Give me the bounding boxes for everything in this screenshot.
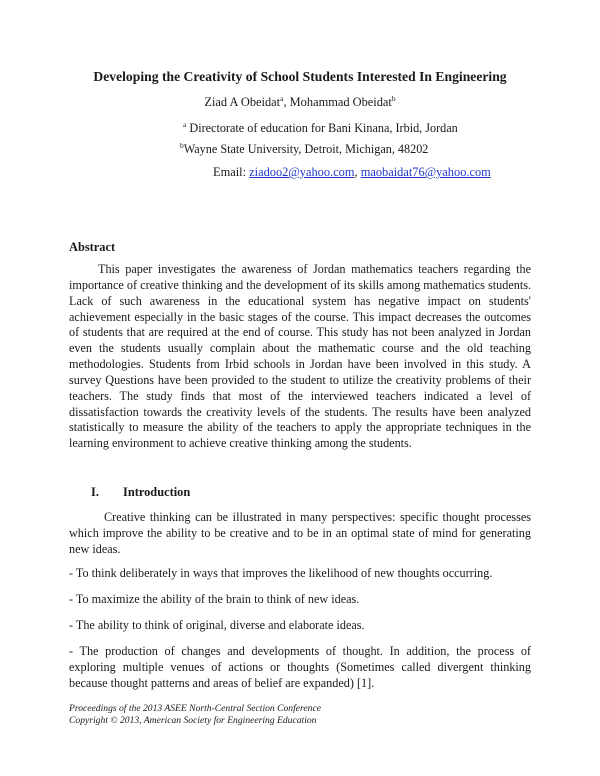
author-superscript: a [280,94,284,103]
section-heading: Introduction [123,485,191,499]
affiliation-superscript: b [180,141,184,150]
bullet-item: - The production of changes and developments of thought. In addition, the process of exploring multiple venues of actions or thoughts (Sometimes called divergent thinking because thought patterns and areas of belief are expanded) [1]. [69,644,531,690]
intro-paragraph: Creative thinking can be illustrated in many perspectives: specific thought processes which improve the ability to be creative and to be in an optimal state of mind for generating new ideas. [69,510,531,556]
email-separator: , [354,165,361,179]
affiliation-text: Directorate of education for Bani Kinana, Irbid, Jordan [186,121,458,135]
affiliation [180,142,428,157]
bullet-item: - The ability to think of original, diverse and elaborate ideas. [69,618,365,632]
author-separator: , [283,95,290,109]
author-line [0,95,600,110]
email-line [213,165,491,180]
author-name: Mohammad Obeidat [289,95,392,109]
footer-copyright: Copyright © 2013, American Society for Engineering Education [69,715,317,726]
affiliation-superscript: a [183,120,187,129]
abstract-text: This paper investigates the awareness of Jordan mathematics teachers regarding the importance of creative thinking and the development of its skills among mathematics students. Lack of such awareness in the educational system has negative impact on students' achievement especially in the basic stages of the course. This impact decreases the outcomes of students that are required at the end of course. This study has not been analyzed in Jordan even the students usually complain about the mathematic course and the old teaching methodologies. Students from Irbid schools in Jordan have been involved in this study. A survey Questions have been provided to the student to utilize the creativity problems of their teachers. The study finds that most of the interviewed teachers indicated a level of dissatisfaction towards the creativity levels of the students. The results have been analyzed statistically to measure the ability of the teachers to apply the appropriate techniques in the learning environment to achieve creative thinking among the students. [69,262,531,451]
paper-title: Developing the Creativity of School Students Interested In Engineering [93,69,507,84]
bullet-item: - To maximize the ability of the brain to think of new ideas. [69,592,360,606]
bullet-item: - To think deliberately in ways that improves the likelihood of new thoughts occurring. [69,566,493,580]
footer-proceedings: Proceedings of the 2013 ASEE North-Central Section Conference [69,703,321,714]
affiliation-text: Wayne State University, Detroit, Michigan, 48202 [183,142,429,156]
email-link[interactable]: maobaidat76@yahoo.com [360,165,491,179]
author-superscript: b [391,94,396,103]
abstract-heading: Abstract [69,240,116,254]
affiliation [183,121,458,136]
email-label: Email: [213,165,250,179]
author-name: Ziad A Obeidat [204,95,281,109]
email-link[interactable]: ziadoo2@yahoo.com [249,165,355,179]
section-number: I. [91,485,99,499]
